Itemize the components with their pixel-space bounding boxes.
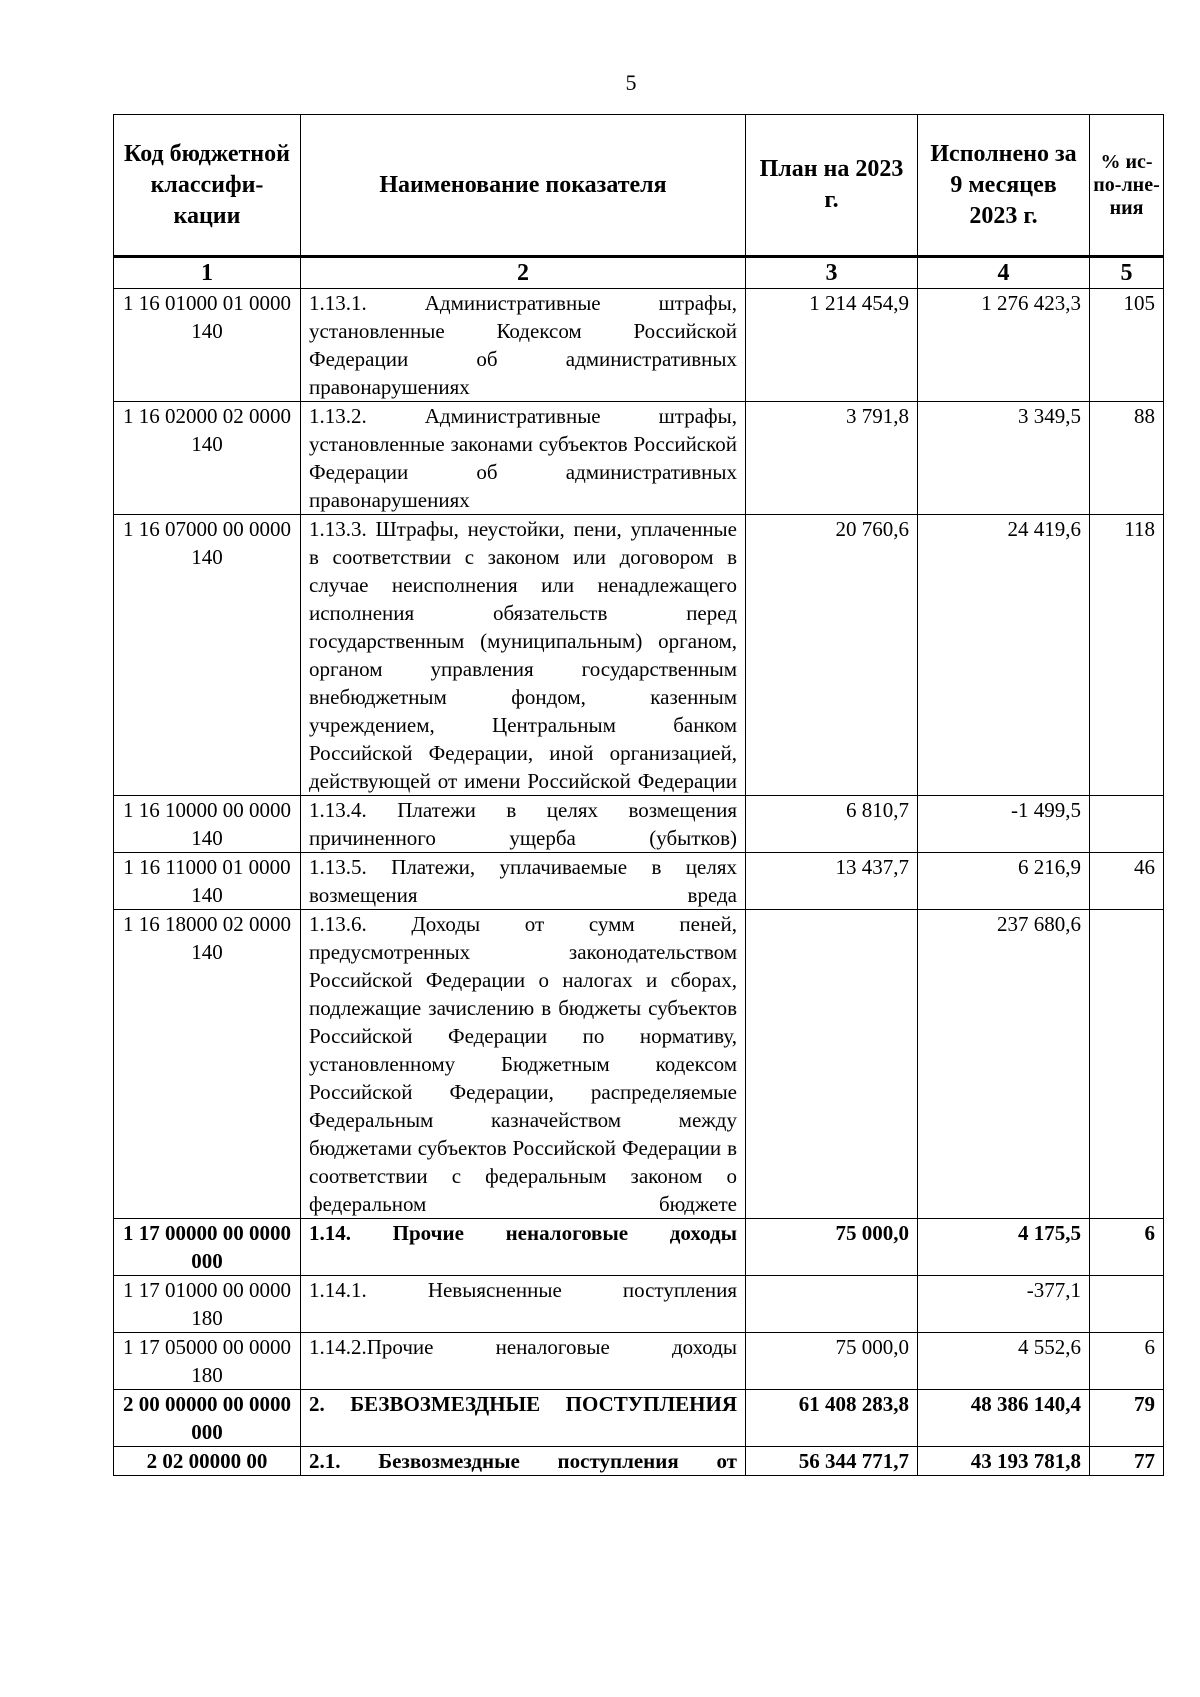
row-plan: 13 437,7 (746, 853, 918, 910)
row-name: 1.13.6. Доходы от сумм пеней, предусмотренных законодательством Российской Федерации о налогах и сборах, подлежащие зачислению в бюджеты субъектов Российской Федерации по нормативу, установленному Бюджетным кодексом Российской Федерации, распределяемые Федеральным казначейством между бюджетами субъектов Российской Федерации в соответствии с федеральным законом о федеральном бюджете (301, 910, 746, 1219)
column-number: 4 (918, 257, 1090, 289)
row-executed: 43 193 781,8 (918, 1447, 1090, 1476)
row-percent: 6 (1090, 1333, 1164, 1390)
table-row (114, 1219, 1164, 1276)
column-number: 3 (746, 257, 918, 289)
row-percent: 118 (1090, 515, 1164, 796)
table-row (114, 1333, 1164, 1390)
row-percent (1090, 910, 1164, 1219)
table-row (114, 1390, 1164, 1447)
table-header (114, 115, 1164, 289)
row-code: 1 17 01000 00 0000 180 (114, 1276, 301, 1333)
row-plan: 3 791,8 (746, 402, 918, 515)
row-name: 1.13.3. Штрафы, неустойки, пени, уплаченные в соответствии с законом или договором в случае неисполнения или ненадлежащего исполнения обязательств перед государственным (муниципальным) органом, органом управления государственным внебюджетным фондом, казенным учреждением, Центральным банком Российской Федерации, иной организацией, действующей от имени Российской Федерации (301, 515, 746, 796)
row-code: 1 17 05000 00 0000 180 (114, 1333, 301, 1390)
row-plan: 6 810,7 (746, 796, 918, 853)
row-executed: 3 349,5 (918, 402, 1090, 515)
row-percent: 6 (1090, 1219, 1164, 1276)
table-body (114, 289, 1164, 1476)
table-row (114, 289, 1164, 402)
row-percent (1090, 796, 1164, 853)
row-executed: 6 216,9 (918, 853, 1090, 910)
column-number: 2 (301, 257, 746, 289)
row-name: 1.13.4. Платежи в целях возмещения причиненного ущерба (убытков) (301, 796, 746, 853)
row-name: 1.14. Прочие неналоговые доходы (301, 1219, 746, 1276)
column-number: 1 (114, 257, 301, 289)
row-plan: 56 344 771,7 (746, 1447, 918, 1476)
header-percent: % ис-по-лне-ния (1090, 115, 1164, 257)
row-plan: 75 000,0 (746, 1333, 918, 1390)
row-code: 1 17 00000 00 0000 000 (114, 1219, 301, 1276)
row-plan: 1 214 454,9 (746, 289, 918, 402)
row-code: 1 16 10000 00 0000 140 (114, 796, 301, 853)
budget-table (113, 114, 1164, 1476)
table-row (114, 402, 1164, 515)
row-percent: 79 (1090, 1390, 1164, 1447)
row-code: 1 16 01000 01 0000 140 (114, 289, 301, 402)
row-plan (746, 1276, 918, 1333)
table-row (114, 853, 1164, 910)
row-percent: 46 (1090, 853, 1164, 910)
page-number: 5 (625, 70, 637, 95)
column-numbers-row (114, 257, 1164, 289)
row-code: 2 02 00000 00 (114, 1447, 301, 1476)
row-name: 2. БЕЗВОЗМЕЗДНЫЕ ПОСТУПЛЕНИЯ (301, 1390, 746, 1447)
header-executed: Исполнено за 9 месяцев 2023 г. (918, 115, 1090, 257)
table-row (114, 796, 1164, 853)
row-executed: 48 386 140,4 (918, 1390, 1090, 1447)
row-name: 1.13.5. Платежи, уплачиваемые в целях возмещения вреда (301, 853, 746, 910)
row-executed: 237 680,6 (918, 910, 1090, 1219)
row-name: 1.14.2.Прочие неналоговые доходы (301, 1333, 746, 1390)
row-name: 1.13.1. Административные штрафы, установленные Кодексом Российской Федерации об административных правонарушениях (301, 289, 746, 402)
row-executed: 4 175,5 (918, 1219, 1090, 1276)
table-row (114, 1276, 1164, 1333)
header-code: Код бюджетной классифи-кации (114, 115, 301, 257)
row-executed: -377,1 (918, 1276, 1090, 1333)
header-name: Наименование показателя (301, 115, 746, 257)
row-code: 1 16 07000 00 0000 140 (114, 515, 301, 796)
row-plan: 61 408 283,8 (746, 1390, 918, 1447)
row-percent (1090, 1276, 1164, 1333)
row-executed: 24 419,6 (918, 515, 1090, 796)
row-code: 2 00 00000 00 0000 000 (114, 1390, 301, 1447)
row-executed: -1 499,5 (918, 796, 1090, 853)
row-percent: 88 (1090, 402, 1164, 515)
table-row (114, 1447, 1164, 1476)
row-name: 1.13.2. Административные штрафы, установленные законами субъектов Российской Федерации об административных правонарушениях (301, 402, 746, 515)
row-plan: 20 760,6 (746, 515, 918, 796)
row-plan: 75 000,0 (746, 1219, 918, 1276)
header-plan: План на 2023 г. (746, 115, 918, 257)
table-row (114, 515, 1164, 796)
row-code: 1 16 02000 02 0000 140 (114, 402, 301, 515)
row-code: 1 16 11000 01 0000 140 (114, 853, 301, 910)
row-executed: 4 552,6 (918, 1333, 1090, 1390)
row-percent: 105 (1090, 289, 1164, 402)
column-number: 5 (1090, 257, 1164, 289)
row-name: 2.1. Безвозмездные поступления от (301, 1447, 746, 1476)
table-row (114, 910, 1164, 1219)
row-executed: 1 276 423,3 (918, 289, 1090, 402)
row-code: 1 16 18000 02 0000 140 (114, 910, 301, 1219)
row-name: 1.14.1. Невыясненные поступления (301, 1276, 746, 1333)
row-percent: 77 (1090, 1447, 1164, 1476)
row-plan (746, 910, 918, 1219)
